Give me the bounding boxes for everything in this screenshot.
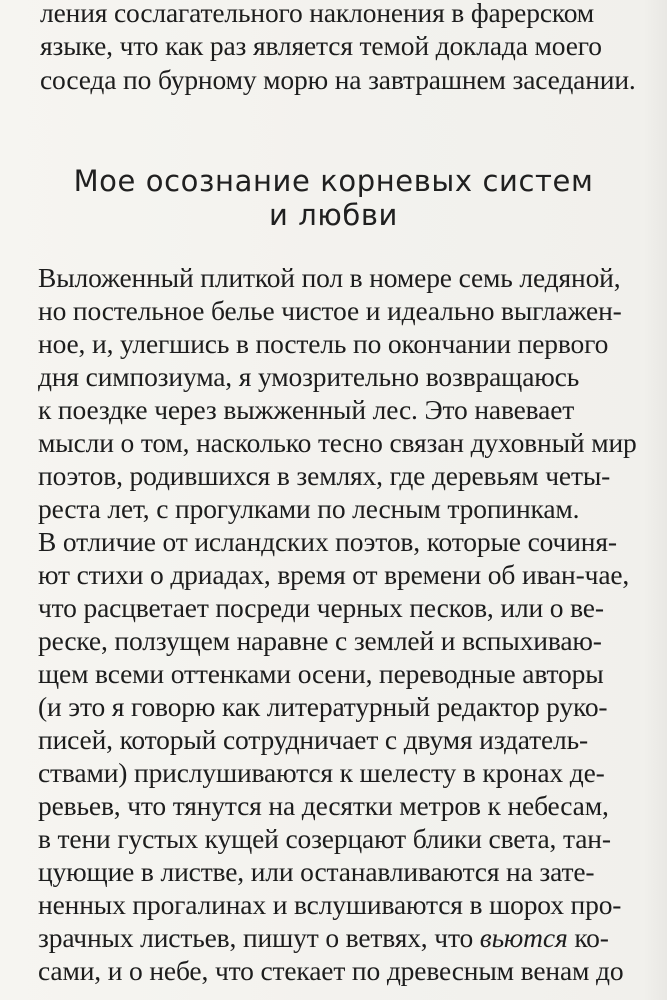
body-line-18: в тени густых кущей созерцают блики света, тан- [38,823,611,854]
body-line-11: что расцветает посреди черных песков, или о ве- [38,592,604,623]
body-line-21-end: ко- [574,922,609,953]
body-line-3: ное, и, улегшись в постель по окончании первого [38,328,609,359]
top-paragraph-line-1: ления сослагательного наклонения в фарерском [40,0,595,28]
body-line-10: ют стихи о дриадах, время от времени об иван-чае, [38,559,630,590]
body-line-21-italic: вьются [479,922,568,953]
top-paragraph-line-3: соседа по бурному морю на завтрашнем заседании. [40,64,636,95]
body-line-8: реста лет, с прогулками по лесным тропинкам. [38,493,580,524]
body-line-12: реске, ползущем наравне с землей и вспыхиваю- [38,625,602,656]
body-line-13: щем всеми оттенками осени, переводные авторы [38,658,604,689]
top-paragraph-line-2: языке, что как раз является темой доклада моего [40,30,602,61]
body-line-7: поэтов, родившихся в землях, где деревьям четы- [38,460,611,491]
body-line-4: дня симпозиума, я умозрительно возвращаюсь [38,361,580,392]
body-line-5: к поездке через выжженный лес. Это навевает [38,394,575,425]
section-heading-line-1: Мое осознание корневых систем [73,164,594,198]
body-line-9: В отличие от исландских поэтов, которые сочиня- [38,526,617,557]
body-line-22: сами, и о небе, что стекает по древесным венам до [38,955,624,986]
body-line-19: цующие в листве, или останавливаются на зате- [38,856,595,887]
body-line-21-main: зрачных листьев, пишут о ветвях, что [38,922,474,953]
body-line-1: Выложенный плиткой пол в номере семь ледяной, [38,262,621,293]
body-line-14: (и это я говорю как литературный редактор руко- [38,691,608,722]
body-line-6: мысли о том, насколько тесно связан духовный мир [38,427,637,458]
section-heading-line-2: и любви [268,198,399,232]
body-line-15: писей, который сотрудничает с двумя издатель- [38,724,589,755]
body-line-21 [38,922,609,954]
body-line-20: ненных прогалинах и вслушиваются в шорох про- [38,889,622,920]
body-line-16: ствами) прислушиваются к шелесту в кронах де- [38,757,605,788]
body-line-17: ревьев, что тянутся на десятки метров к небесам, [38,790,609,821]
body-line-2: но постельное белье чистое и идеально выглажен- [38,295,622,326]
page-edge-shadow [643,0,667,1000]
